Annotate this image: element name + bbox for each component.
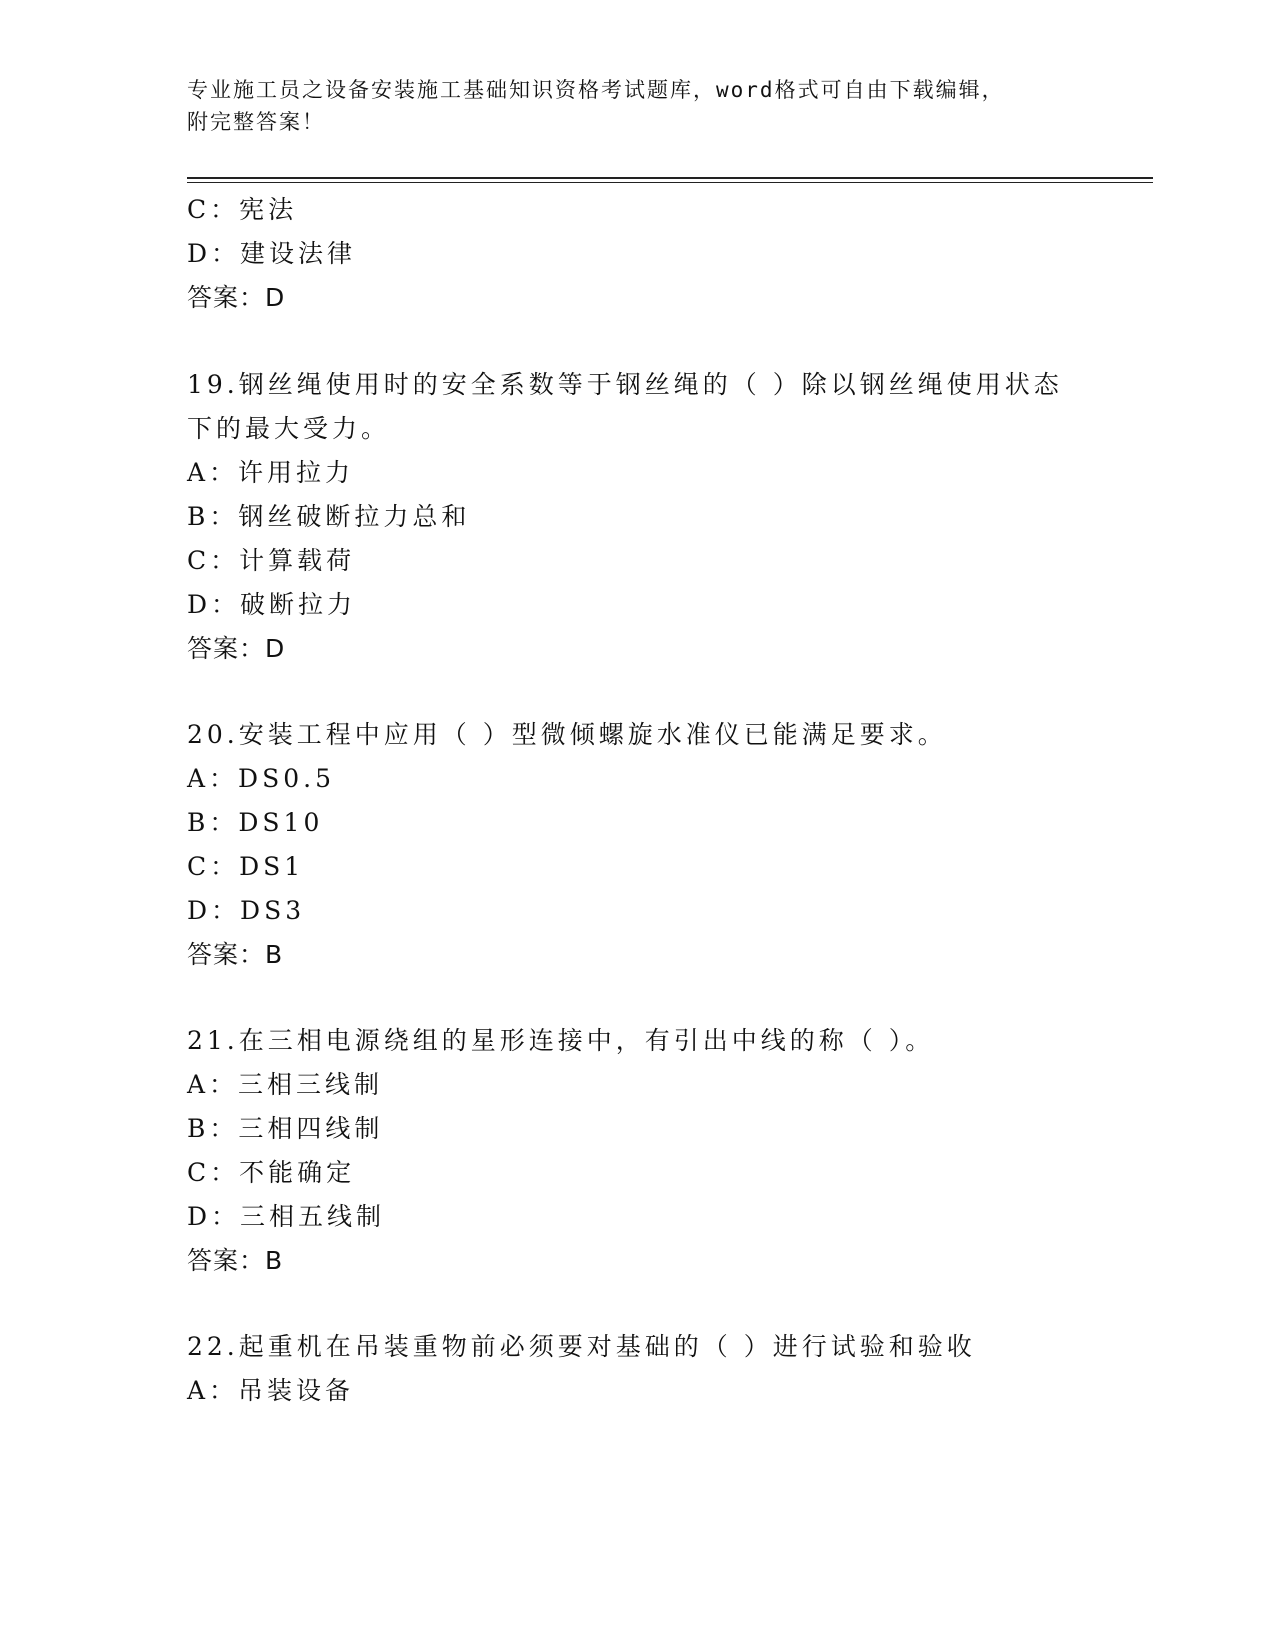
answer: 答案：B: [187, 1246, 284, 1275]
option-d: D：三相五线制: [187, 1202, 386, 1231]
question-stem: 19.钢丝绳使用时的安全系数等于钢丝绳的（ ）除以钢丝绳使用状态: [187, 370, 1063, 399]
option-b: B：三相四线制: [187, 1114, 384, 1143]
header-divider-thin: [187, 182, 1153, 183]
question-stem-continued: 下的最大受力。: [187, 414, 391, 443]
answer: 答案：D: [187, 634, 286, 663]
option-d: D：DS3: [187, 896, 306, 925]
option-c: C：DS1: [187, 852, 305, 881]
question-stem: 22.起重机在吊装重物前必须要对基础的（ ）进行试验和验收: [187, 1332, 976, 1361]
answer: 答案：D: [187, 283, 286, 312]
answer: 答案：B: [187, 940, 284, 969]
option-b: B：DS10: [187, 808, 324, 837]
option-c: C：计算载荷: [187, 546, 356, 575]
header-line-1: 专业施工员之设备安装施工基础知识资格考试题库，word格式可自由下载编辑，: [187, 78, 1005, 102]
option-c: C：不能确定: [187, 1158, 356, 1187]
header-line-2: 附完整答案！: [187, 110, 325, 134]
option-a: A：DS0.5: [187, 764, 335, 793]
option-a: A：许用拉力: [187, 458, 355, 487]
question-stem: 20.安装工程中应用（ ）型微倾螺旋水准仪已能满足要求。: [187, 720, 947, 749]
option-d: D：破断拉力: [187, 590, 357, 619]
header-divider-thick: [187, 177, 1153, 179]
option-c: C：宪法: [187, 195, 298, 224]
option-b: B：钢丝破断拉力总和: [187, 502, 471, 531]
option-d: D：建设法律: [187, 239, 357, 268]
option-a: A：吊装设备: [187, 1376, 355, 1405]
document-header: [187, 74, 1087, 138]
question-stem: 21.在三相电源绕组的星形连接中，有引出中线的称（ ）。: [187, 1026, 935, 1055]
option-a: A：三相三线制: [187, 1070, 384, 1099]
